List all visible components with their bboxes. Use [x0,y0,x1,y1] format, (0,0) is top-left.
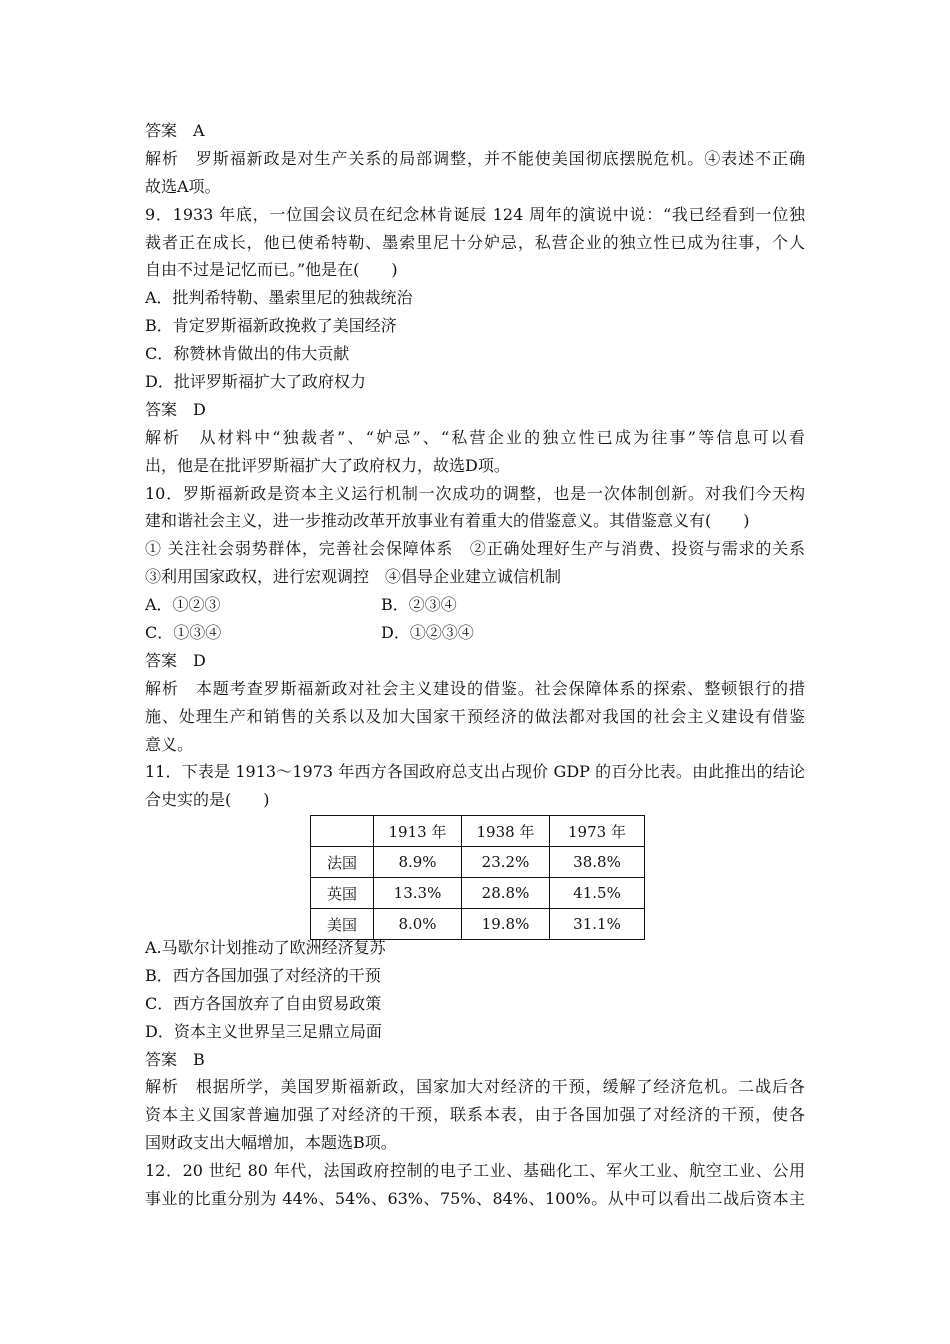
q10-answer: 答案 D [145,650,206,670]
q9-answer: 答案 D [145,399,206,419]
table-cell: 23.2% [462,847,550,878]
q10-stem-line: 建和谐社会主义，进一步推动改革开放事业有着重大的借鉴意义。其借鉴意义有( ) [145,511,750,531]
table-cell: 美国 [311,909,374,940]
q10-options-row [145,591,805,619]
q10-items-line: ③利用国家政权，进行宏观调控 ④倡导企业建立诚信机制 [145,567,562,587]
q9-option-a: A．批判希特勒、墨索里尼的独裁统治 [145,288,413,308]
q9-stem-line: 自由不过是记忆而已。”他是在( ) [145,260,398,280]
table-cell: 19.8% [462,909,550,940]
table-header-row [311,816,645,847]
q8-answer: 答案 A [145,121,205,140]
table-cell: 英国 [311,878,374,909]
table-header-cell: 1973 年 [550,816,645,847]
q10-analysis-line: 解析 本题考查罗斯福新政对社会主义建设的借鉴。社会保障体系的探索、整顿银行的措 [145,678,805,698]
table-cell: 41.5% [550,878,645,909]
q11-stem-line: 11．下表是 1913～1973 年西方各国政府总支出占现价 GDP 的百分比表。由此推出的结论 [145,762,805,782]
q12-stem-line: 12．20 世纪 80 年代，法国政府控制的电子工业、基础化工、军火工业、航空工业、公用 [145,1161,805,1181]
table-cell: 8.9% [374,847,462,878]
table-header-cell: 1938 年 [462,816,550,847]
table-cell: 8.0% [374,909,462,940]
q10-option-b: B．②③④ [381,595,457,615]
table-row [311,878,645,909]
q9-analysis-line: 解析 从材料中“独裁者”、“妒忌”、“私营企业的独立性已成为往事”等信息可以看 [145,427,805,447]
q11-option-d: D．资本主义世界呈三足鼎立局面 [145,1021,382,1041]
q8-analysis-line: 解析 罗斯福新政是对生产关系的局部调整，并不能使美国彻底摆脱危机。④表述不正确 [145,148,805,168]
q10-stem-line: 10．罗斯福新政是资本主义运行机制一次成功的调整，也是一次体制创新。对我们今天构 [145,483,805,503]
q10-option-d: D．①②③④ [381,623,474,643]
table-header-cell [311,816,374,847]
q10-analysis-line: 施、处理生产和销售的关系以及加大国家干预经济的做法都对我国的社会主义建设有借鉴 [145,706,805,726]
page-lower-text [145,934,805,1213]
q11-analysis-line: 资本主义国家普遍加强了对经济的干预，联系本表，由于各国加强了对经济的干预，使各 [145,1105,805,1125]
q11-gdp-table [310,815,645,940]
q10-option-c: C．①③④ [145,623,222,643]
q9-option-b: B．肯定罗斯福新政挽救了美国经济 [145,316,397,336]
table-cell: 38.8% [550,847,645,878]
q9-stem-line: 9．1933 年底，一位国会议员在纪念林肯诞辰 124 周年的演说中说：“我已经看到一位独 [145,204,805,224]
q10-option-a: A．①②③ [145,595,221,615]
q10-items-line: ① 关注社会弱势群体，完善社会保障体系 ②正确处理好生产与消费、投资与需求的关系 [145,539,805,559]
table-row [311,847,645,878]
q11-option-b: B．西方各国加强了对经济的干预 [145,965,381,985]
q11-option-a: A.马歇尔计划推动了欧洲经济复苏 [145,938,386,957]
q9-option-d: D．批评罗斯福扩大了政府权力 [145,372,366,392]
table-header-cell: 1913 年 [374,816,462,847]
q9-option-c: C．称赞林肯做出的伟大贡献 [145,344,350,364]
q11-analysis-line: 解析 根据所学，美国罗斯福新政，国家加大对经济的干预，缓解了经济危机。二战后各 [145,1077,805,1097]
q11-analysis-line: 国财政支出大幅增加，本题选B项。 [145,1133,397,1153]
page-upper-text [145,117,805,814]
table-cell: 28.8% [462,878,550,909]
table-cell: 13.3% [374,878,462,909]
q11-stem-line: 合史实的是( ) [145,790,270,810]
table-cell: 法国 [311,847,374,878]
q11-answer: 答案 B [145,1049,205,1069]
q10-options-row [145,619,805,647]
q11-option-c: C．西方各国放弃了自由贸易政策 [145,993,382,1013]
q8-analysis-line: 故选A项。 [145,176,221,196]
q10-analysis-line: 意义。 [145,734,194,754]
q12-stem-line: 事业的比重分别为 44%、54%、63%、75%、84%、100%。从中可以看出二战后资本主 [145,1189,805,1209]
q9-stem-line: 裁者正在成长，他已使希特勒、墨索里尼十分妒忌，私营企业的独立性已成为往事，个人 [145,232,805,252]
q9-analysis-line: 出，他是在批评罗斯福扩大了政府权力，故选D项。 [145,455,510,475]
table-cell: 31.1% [550,909,645,940]
